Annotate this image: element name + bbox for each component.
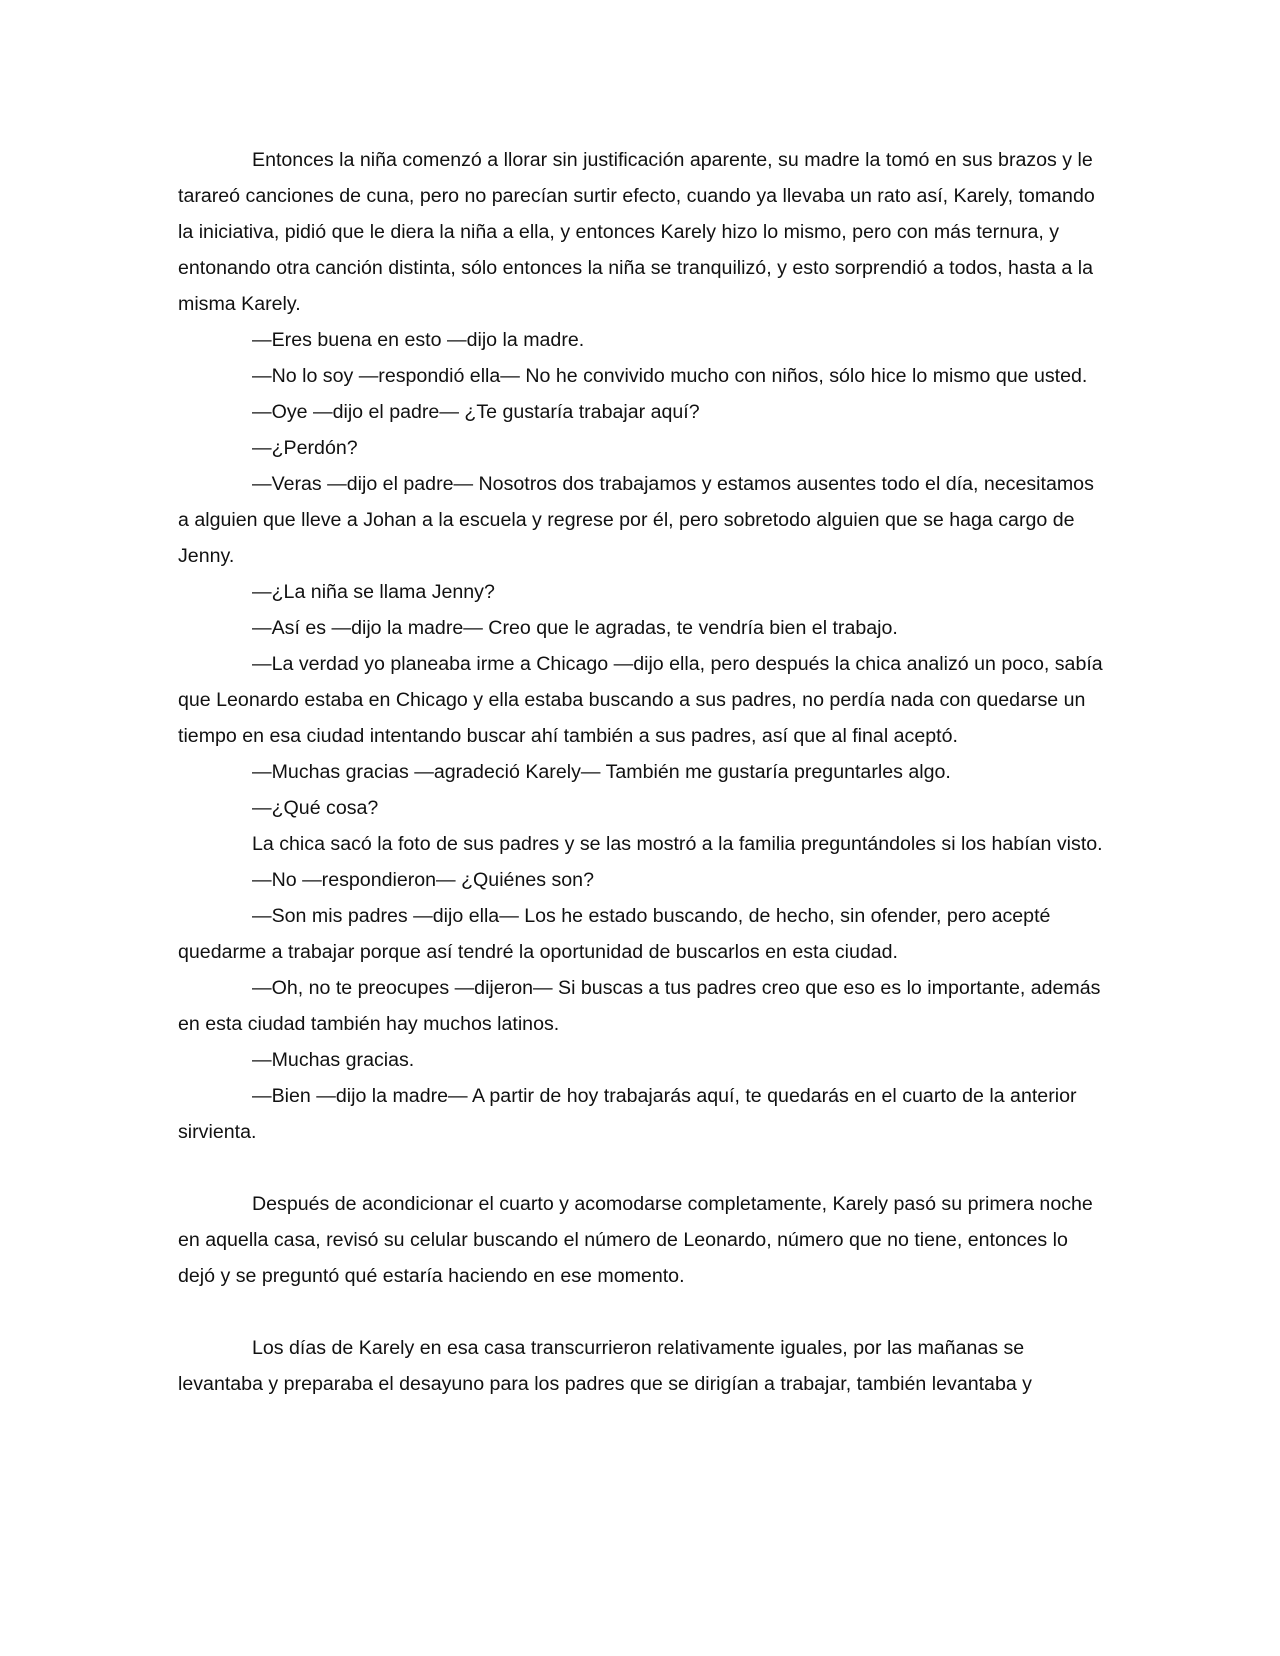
paragraph-14: —Son mis padres —dijo ella— Los he estado buscando, de hecho, sin ofender, pero acepté quedarme a trabajar porque así tendré la oportunidad de buscarlos en esta ciudad.	[178, 905, 1051, 963]
document-page	[178, 142, 1104, 1402]
paragraph-2: —Eres buena en esto —dijo la madre.	[252, 329, 585, 351]
paragraph-12: La chica sacó la foto de sus padres y se las mostró a la familia preguntándoles si los habían visto.	[252, 833, 1103, 855]
paragraph-8: —Así es —dijo la madre— Creo que le agradas, te vendría bien el trabajo.	[252, 617, 898, 639]
paragraph-16: —Muchas gracias.	[252, 1049, 415, 1071]
paragraph-18: Después de acondicionar el cuarto y acomodarse completamente, Karely pasó su primera noche en aquella casa, revisó su celular buscando el número de Leonardo, número que no tiene, entonces lo dejó y se preguntó qué estaría haciendo en ese momento.	[178, 1193, 1093, 1287]
paragraph-11: —¿Qué cosa?	[252, 797, 379, 819]
paragraph-4: —Oye —dijo el padre— ¿Te gustaría trabajar aquí?	[252, 401, 700, 423]
paragraph-6: —Veras —dijo el padre— Nosotros dos trabajamos y estamos ausentes todo el día, necesitamos a alguien que lleve a Johan a la escuela y regrese por él, pero sobretodo alguien que se haga cargo de Jenny.	[178, 473, 1094, 567]
paragraph-1: Entonces la niña comenzó a llorar sin justificación aparente, su madre la tomó en sus brazos y le tarareó canciones de cuna, pero no parecían surtir efecto, cuando ya llevaba un rato así, Karely, tomando la iniciativa, pidió que le diera la niña a ella, y entonces Karely hizo lo mismo, pero con más ternura, y entonando otra canción distinta, sólo entonces la niña se tranquilizó, y esto sorprendió a todos, hasta a la misma Karely.	[178, 149, 1095, 315]
paragraph-3: —No lo soy —respondió ella— No he convivido mucho con niños, sólo hice lo mismo que usted.	[252, 365, 1088, 387]
paragraph-13: —No —respondieron— ¿Quiénes son?	[252, 869, 594, 891]
paragraph-5: —¿Perdón?	[252, 437, 358, 459]
paragraph-10: —Muchas gracias —agradeció Karely— También me gustaría preguntarles algo.	[252, 761, 951, 783]
paragraph-19: Los días de Karely en esa casa transcurrieron relativamente iguales, por las mañanas se levantaba y preparaba el desayuno para los padres que se dirigían a trabajar, también levantaba y	[178, 1337, 1032, 1395]
paragraph-7: —¿La niña se llama Jenny?	[252, 581, 495, 603]
paragraph-15: —Oh, no te preocupes —dijeron— Si buscas a tus padres creo que eso es lo importante, además en esta ciudad también hay muchos latinos.	[178, 977, 1101, 1035]
paragraph-17: —Bien —dijo la madre— A partir de hoy trabajarás aquí, te quedarás en el cuarto de la anterior sirvienta.	[178, 1085, 1077, 1143]
paragraph-9: —La verdad yo planeaba irme a Chicago —dijo ella, pero después la chica analizó un poco, sabía que Leonardo estaba en Chicago y ella estaba buscando a sus padres, no perdía nada con quedarse un tiempo en esa ciudad intentando buscar ahí también a sus padres, así que al final aceptó.	[178, 653, 1103, 747]
